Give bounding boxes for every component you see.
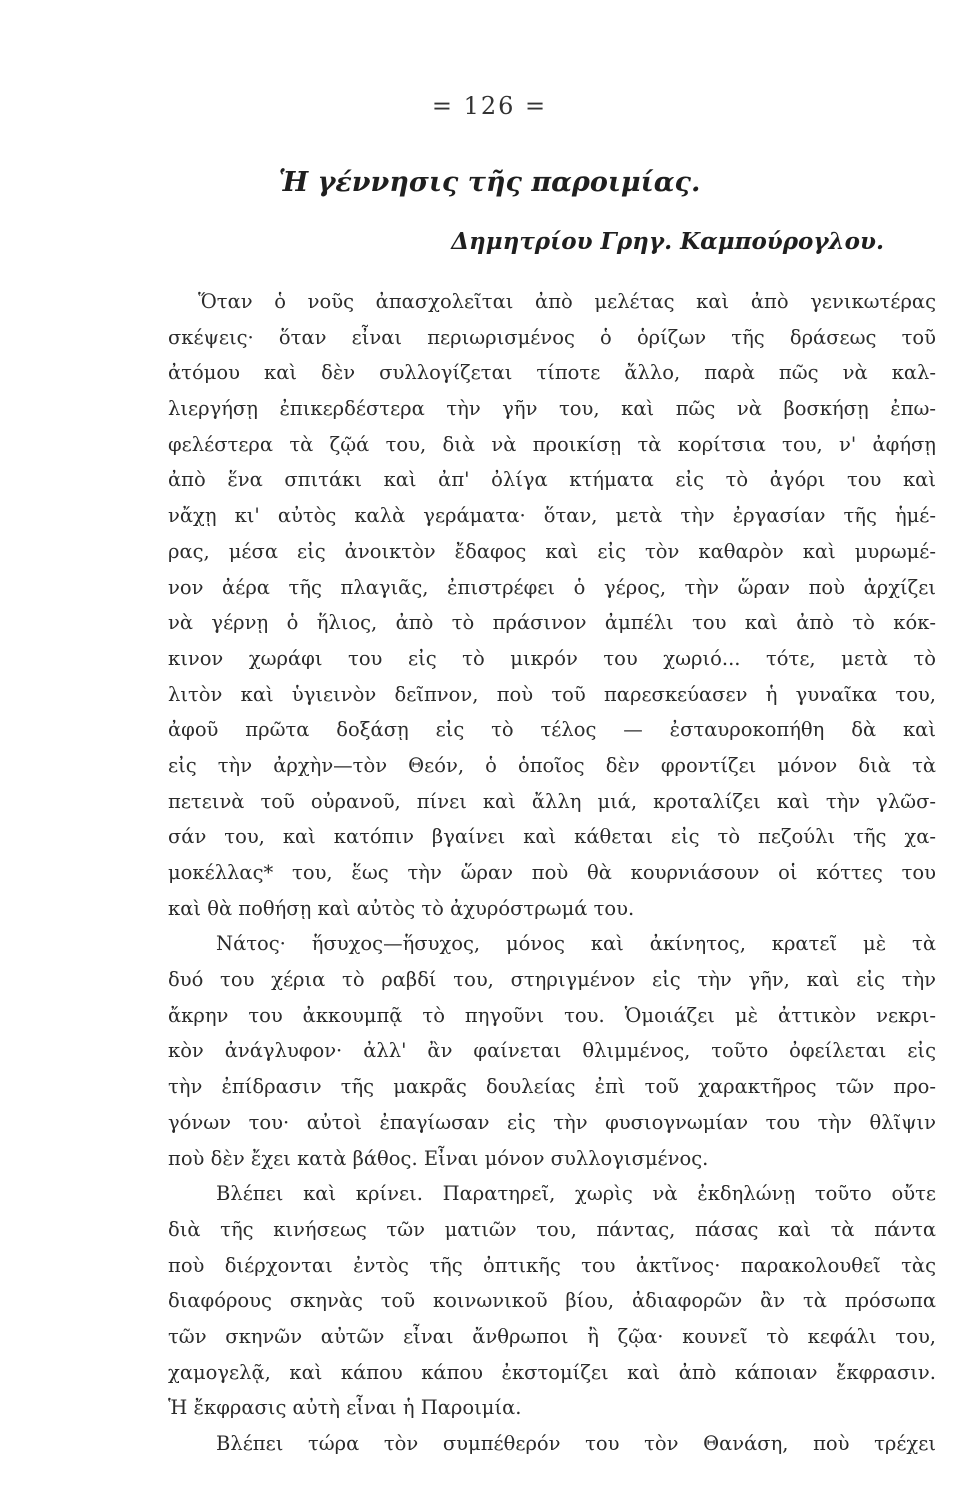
text-line: Ὅταν ὁ νοῦς ἀπασχολεῖται ἀπὸ μελέτας καὶ ἀπὸ γενικωτέρας [198,290,936,313]
text-line: Ἡ ἔκφρασις αὐτὴ εἶναι ἡ Παροιμία. [168,1396,522,1420]
text-line: σάν του, καὶ κατόπιν βγαίνει καὶ κάθεται εἰς τὸ πεζούλι τῆς χα- [168,825,936,849]
text-line: Βλέπει καὶ κρίνει. Παρατηρεῖ, χωρὶς νὰ ἐκδηλώνῃ τοῦτο οὔτε [216,1182,936,1206]
chapter-title: Ἡ γέννησις τῆς παροιμίας. [278,167,701,198]
text-line: Νάτος· ἥσυχος—ἥσυχος, μόνος καὶ ἀκίνητος, κρατεῖ μὲ τὰ [216,932,936,956]
text-line: φελέστερα τὰ ζῷά του, διὰ νὰ προικίσῃ τὰ κορίτσια του, ν' ἀφήσῃ [168,432,936,456]
text-line: ἀφοῦ πρῶτα δοξάσῃ εἰς τὸ τέλος — ἐσταυροκοπήθη δὰ καὶ [168,718,936,742]
text-line: ποὺ δὲν ἔχει κατὰ βάθος. Εἶναι μόνον συλλογισμένος. [168,1146,709,1170]
text-line: Βλέπει τώρα τὸν συμπέθερόν του τὸν Θανάση, ποὺ τρέχει [216,1432,936,1455]
text-line: ρας, μέσα εἰς ἀνοικτὸν ἔδαφος καὶ εἰς τὸν καθαρὸν καὶ μυρωμέ- [168,539,936,563]
text-line: διὰ τῆς κινήσεως τῶν ματιῶν του, πάντας, πάσας καὶ τὰ πάντα [168,1217,936,1241]
text-line: τῶν σκηνῶν αὐτῶν εἶναι ἄνθρωποι ἢ ζῷα· κουνεῖ τὸ κεφάλι του, [168,1324,936,1348]
text-line: ποὺ διέρχονται ἐντὸς τῆς ὀπτικῆς του ἀκτῖνος· παρακολουθεῖ τὰς [168,1253,936,1277]
text-line: μοκέλλας* του, ἕως τὴν ὥραν ποὺ θὰ κουρνιάσουν οἱ κόττες του [168,861,936,884]
text-line: λιτὸν καὶ ὑγιεινὸν δεῖπνον, ποὺ τοῦ παρεσκεύασεν ἡ γυναῖκα του, [168,682,936,706]
text-line: ἀτόμου καὶ δὲν συλλογίζεται τίποτε ἄλλο, παρὰ πῶς νὰ καλ- [168,361,936,385]
text-line: γόνων του· αὐτοὶ ἐπαγίωσαν εἰς τὴν φυσιογνωμίαν του τὴν θλῖψιν [168,1110,936,1134]
text-line: χαμογελᾷ, καὶ κάπου κάπου ἐκστομίζει καὶ ἀπὸ κάποιαν ἔκφρασιν. [168,1360,936,1384]
text-line: σκέψεις· ὅταν εἶναι περιωρισμένος ὁ ὁρίζων τῆς δράσεως τοῦ [168,325,936,349]
author-byline: Δημητρίου Γρηγ. Καμπούρογλου. [451,228,884,255]
text-line: κὸν ἀνάγλυφον· ἀλλ' ἂν φαίνεται θλιμμένος, τοῦτο ὀφείλεται εἰς [168,1039,936,1063]
text-line: καὶ θὰ ποθήσῃ καὶ αὐτὸς τὸ ἀχυρόστρωμά του. [168,896,635,920]
text-line: διαφόρους σκηνὰς τοῦ κοινωνικοῦ βίου, ἀδιαφορῶν ἂν τὰ πρόσωπα [168,1289,936,1313]
text-line: νον ἀέρα τῆς πλαγιᾶς, ἐπιστρέφει ὁ γέρος, τὴν ὥραν ποὺ ἀρχίζει [168,575,936,599]
text-line: νὰ γέρνῃ ὁ ἥλιος, ἀπὸ τὸ πράσινον ἀμπέλι του καὶ ἀπὸ τὸ κόκ- [168,611,936,635]
text-line: κινον χωράφι του εἰς τὸ μικρόν του χωριό... τότε, μετὰ τὸ [168,646,936,670]
text-line: ἄκρην του ἀκκουμπᾷ τὸ πηγοῦνι του. Ὁμοιάζει μὲ ἀττικὸν νεκρι- [168,1003,936,1027]
body-text [168,284,936,1462]
text-line: πετεινὰ τοῦ οὐρανοῦ, πίνει καὶ ἄλλη μιά, κροταλίζει καὶ τὴν γλῶσ- [168,789,936,813]
text-line: λιεργήσῃ ἐπικερδέστερα τὴν γῆν του, καὶ πῶς νὰ βοσκήσῃ ἐπω- [168,397,936,421]
page-number: = 126 = [431,92,548,120]
text-line: νἄχῃ κι' αὐτὸς καλὰ γεράματα· ὅταν, μετὰ τὴν ἐργασίαν τῆς ἡμέ- [168,504,936,528]
text-line: ἀπὸ ἕνα σπιτάκι καὶ ἀπ' ὀλίγα κτήματα εἰς τὸ ἀγόρι του καὶ [168,468,936,492]
text-line: τὴν ἐπίδρασιν τῆς μακρᾶς δουλείας ἐπὶ τοῦ χαρακτῆρος τῶν προ- [168,1075,936,1099]
text-line: εἰς τὴν ἀρχὴν—τὸν Θεόν, ὁ ὁποῖος δὲν φροντίζει μόνον διὰ τὰ [168,753,936,777]
text-line: δυό του χέρια τὸ ραβδί του, στηριγμένον εἰς τὴν γῆν, καὶ εἰς τὴν [168,968,936,992]
